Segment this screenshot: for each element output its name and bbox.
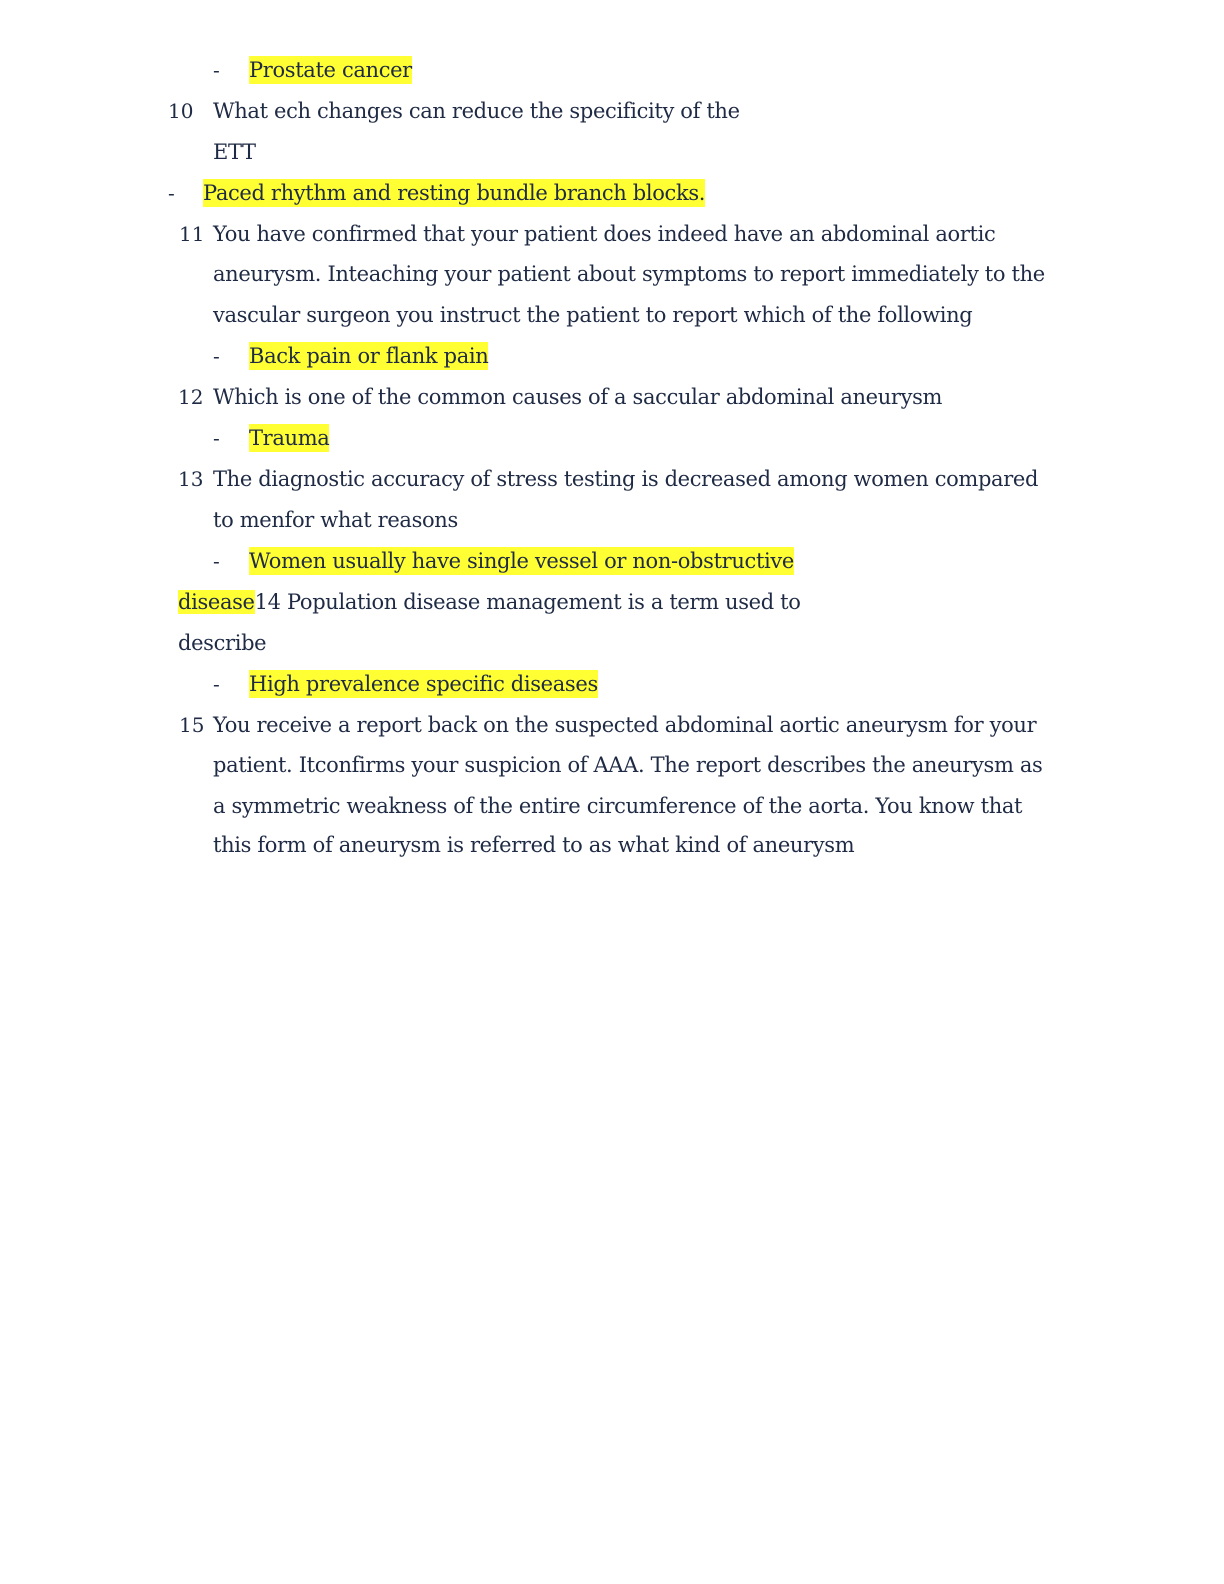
question-10-line-2: ETT <box>213 140 256 164</box>
bullet-dash: - <box>213 344 220 368</box>
question-number-11: 11 <box>179 222 205 246</box>
question-11-line-2: aneurysm. Inteaching your patient about symptoms to report immediately to the <box>213 262 1045 286</box>
question-15-line-4: this form of aneurysm is referred to as what kind of aneurysm <box>213 833 855 857</box>
question-number-10: 10 <box>168 99 194 123</box>
question-number-15: 15 <box>179 713 205 737</box>
question-13-line-2: to menfor what reasons <box>213 508 458 532</box>
question-14-line-2: describe <box>178 631 267 655</box>
question-14-line-1: 14 Population disease management is a term used to <box>254 590 801 614</box>
answer-13-line-2: disease <box>178 590 255 614</box>
question-10-line-1: What ech changes can reduce the specificity of the <box>213 99 740 123</box>
answer-11: Back pain or flank pain <box>249 344 489 368</box>
bullet-dash: - <box>213 426 220 450</box>
question-13-line-1: The diagnostic accuracy of stress testing is decreased among women compared <box>213 467 1039 491</box>
bullet-dash: - <box>168 181 175 205</box>
answer-13-question-14-row <box>178 588 801 616</box>
question-11-line-1: You have confirmed that your patient does indeed have an abdominal aortic <box>213 222 996 246</box>
question-number-13: 13 <box>178 467 204 491</box>
question-12-line-1: Which is one of the common causes of a saccular abdominal aneurysm <box>213 385 943 409</box>
answer-10: Paced rhythm and resting bundle branch blocks. <box>203 181 706 205</box>
answer-prostate-cancer: Prostate cancer <box>249 58 412 82</box>
question-15-line-1: You receive a report back on the suspected abdominal aortic aneurysm for your <box>213 713 1037 737</box>
answer-12: Trauma <box>249 426 330 450</box>
question-11-line-3: vascular surgeon you instruct the patient to report which of the following <box>213 303 973 327</box>
question-15-line-3: a symmetric weakness of the entire circumference of the aorta. You know that <box>213 794 1023 818</box>
bullet-dash: - <box>213 672 220 696</box>
answer-13-line-1: Women usually have single vessel or non-obstructive <box>249 549 794 573</box>
question-15-line-2: patient. Itconfirms your suspicion of AAA. The report describes the aneurysm as <box>213 753 1043 777</box>
answer-14: High prevalence specific diseases <box>249 672 598 696</box>
question-number-12: 12 <box>178 385 204 409</box>
bullet-dash: - <box>213 58 220 82</box>
bullet-dash: - <box>213 549 220 573</box>
